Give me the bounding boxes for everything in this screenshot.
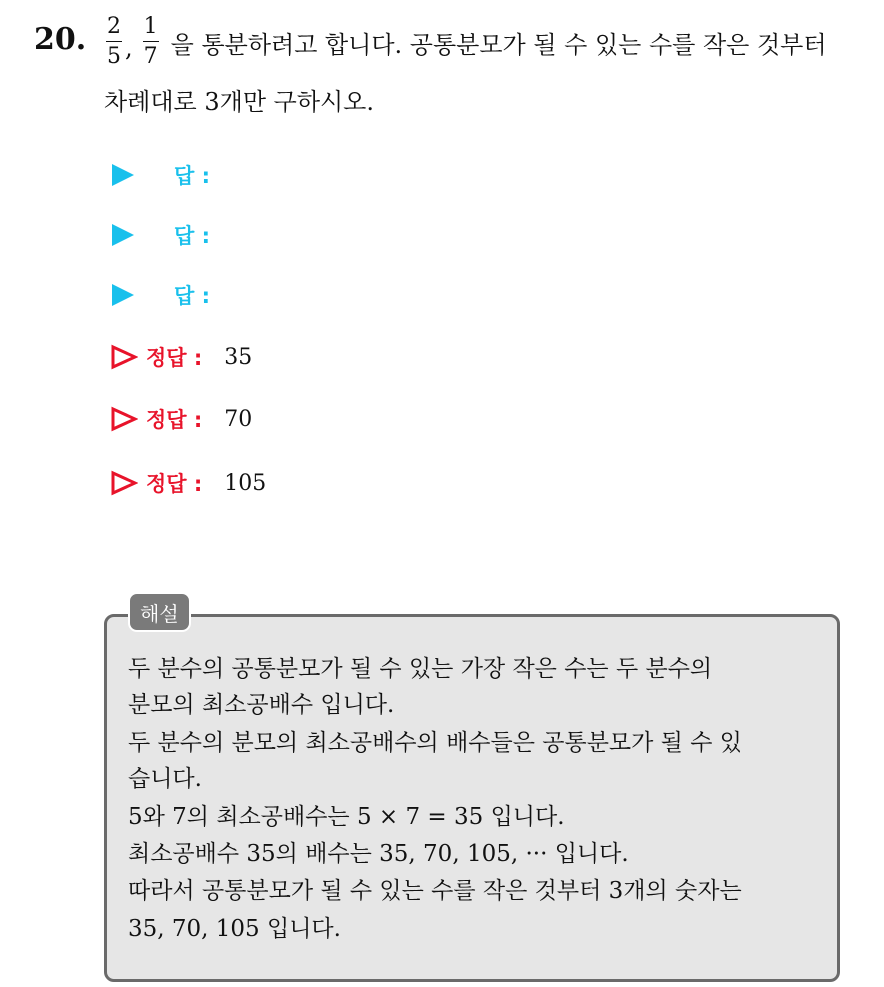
correct-value: 70 [224,406,253,432]
answer-label: 답 : [174,164,210,188]
explanation-line: 두 분수의 분모의 최소공배수의 배수들은 공통분모가 될 수 있 [128,730,742,756]
correct-answer-row [110,466,266,500]
outline-triangle-right-icon [110,470,138,496]
answer-label: 답 : [174,224,210,248]
fraction-one-seventh [143,13,159,70]
explanation-tag: 해설 [128,592,191,632]
correct-answer-row [110,340,252,374]
filled-triangle-right-icon [112,284,134,306]
outline-triangle-right-icon [110,344,138,370]
explanation-line: 두 분수의 공통분모가 될 수 있는 가장 작은 수는 두 분수의 [128,656,713,682]
answer-label: 답 : [174,284,210,308]
filled-triangle-right-icon [112,224,134,246]
fraction-bar [143,41,159,42]
correct-value: 105 [224,470,267,496]
answer-slot[interactable] [110,158,210,192]
fraction-bar [106,41,122,42]
explanation-line: 따라서 공통분모가 될 수 있는 수를 작은 것부터 3개의 숫자는 [128,878,742,904]
fraction-two-fifths [106,13,122,70]
correct-label: 정답 : [146,472,203,496]
fraction-separator: , [125,34,133,62]
question-line-2: 차례대로 3개만 구하시오. [104,88,374,116]
explanation-line: 최소공배수 35의 배수는 35, 70, 105, ··· 입니다. [128,841,629,867]
correct-answer-row [110,402,252,436]
fraction-numerator: 2 [107,13,121,39]
outline-triangle-right-icon [110,406,138,432]
explanation-line: 35, 70, 105 입니다. [128,916,341,942]
explanation-line: 5와 7의 최소공배수는 5 × 7 = 35 입니다. [128,804,565,830]
correct-label: 정답 : [146,346,203,370]
explanation-line: 분모의 최소공배수 입니다. [128,692,395,718]
filled-triangle-right-icon [112,164,134,186]
fraction-numerator: 1 [143,13,158,39]
question-text: 을 통분하려고 합니다. 공통분모가 될 수 있는 수를 작은 것부터 [170,30,827,59]
correct-label: 정답 : [146,408,203,432]
fraction-denominator: 5 [107,44,121,70]
fraction-denominator: 7 [143,44,158,70]
correct-value: 35 [224,344,253,370]
explanation-line: 습니다. [128,766,202,792]
question-line-1 [104,12,827,72]
question-number: 20. [34,22,87,57]
answer-slot[interactable] [110,278,210,312]
answer-slot[interactable] [110,218,210,252]
